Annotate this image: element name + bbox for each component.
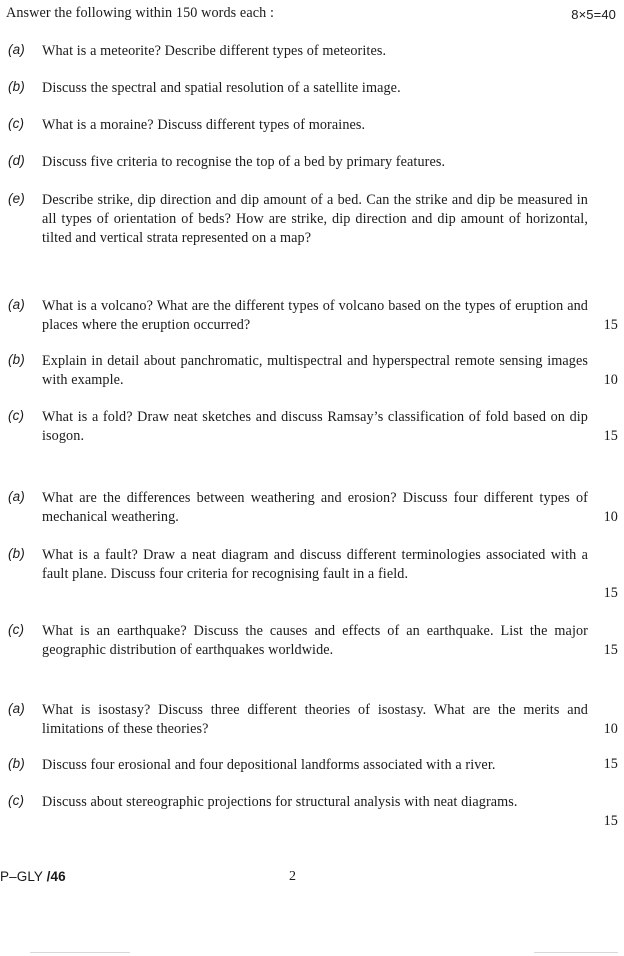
question-text: Describe strike, dip direction and dip amount of a bed. Can the strike and dip be measured in all types of orientation of beds? How are strike, dip direction and dip amount of horizontal, tilted and vertical strata represented on a map? (42, 192, 588, 246)
question-label: (a) (8, 701, 25, 716)
question-label: (b) (8, 352, 25, 367)
question-label: (b) (8, 79, 25, 94)
paper-code (0, 869, 66, 884)
question-text: What is a fold? Draw neat sketches and discuss Ramsay’s classification of fold based on dip isogon. (42, 409, 588, 444)
question-marks: 15 (603, 428, 618, 444)
question-label: (a) (8, 489, 25, 504)
question-marks: 15 (603, 317, 618, 333)
scan-artifact (30, 952, 130, 953)
total-marks: 8×5=40 (571, 7, 616, 22)
paper-code-suffix: /46 (46, 869, 66, 884)
question-marks: 10 (603, 721, 618, 737)
question-label: (c) (8, 793, 25, 808)
question-text: Discuss five criteria to recognise the top of a bed by primary features. (42, 154, 446, 170)
question-marks: 15 (603, 585, 618, 601)
question-text: What is an earthquake? Discuss the causes and effects of an earthquake. List the major geographic distribution of earthquakes worldwide. (42, 623, 588, 658)
question-marks: 10 (603, 509, 618, 525)
question-text: What is isostasy? Discuss three different theories of isostasy. What are the merits and limitations of these theories? (42, 702, 588, 737)
question-label: (a) (8, 297, 25, 312)
page-number: 2 (289, 869, 297, 884)
question-label: (b) (8, 546, 25, 561)
question-label: (b) (8, 756, 25, 771)
question-marks: 15 (603, 642, 618, 658)
question-label: (e) (8, 191, 25, 206)
question-text: What is a fault? Draw a neat diagram and discuss different terminologies associated with a fault plane. Discuss four criteria for recognising fault in a field. (42, 547, 588, 582)
question-label: (c) (8, 622, 25, 637)
paper-code-prefix: P–GLY (0, 869, 47, 884)
question-text: What is a moraine? Discuss different types of moraines. (42, 117, 366, 133)
question-marks: 10 (603, 372, 618, 388)
question-label: (d) (8, 153, 25, 168)
question-label: (a) (8, 42, 25, 57)
question-marks: 15 (603, 756, 618, 772)
instruction-header (6, 5, 616, 25)
question-text: What is a volcano? What are the different types of volcano based on the types of eruption and places where the eruption occurred? (42, 298, 588, 333)
question-text: Explain in detail about panchromatic, multispectral and hyperspectral remote sensing images with example. (42, 353, 588, 388)
question-text: Discuss about stereographic projections for structural analysis with neat diagrams. (42, 794, 518, 810)
question-label: (c) (8, 116, 25, 131)
question-marks: 15 (603, 813, 618, 829)
question-text: Discuss the spectral and spatial resolution of a satellite image. (42, 80, 401, 96)
question-text: What are the differences between weathering and erosion? Discuss four different types of mechanical weathering. (42, 490, 588, 525)
question-text: Discuss four erosional and four depositional landforms associated with a river. (42, 757, 496, 773)
question-label: (c) (8, 408, 25, 423)
scan-artifact (534, 952, 618, 953)
instruction-text: Answer the following within 150 words each : (6, 5, 275, 21)
question-text: What is a meteorite? Describe different types of meteorites. (42, 43, 387, 59)
